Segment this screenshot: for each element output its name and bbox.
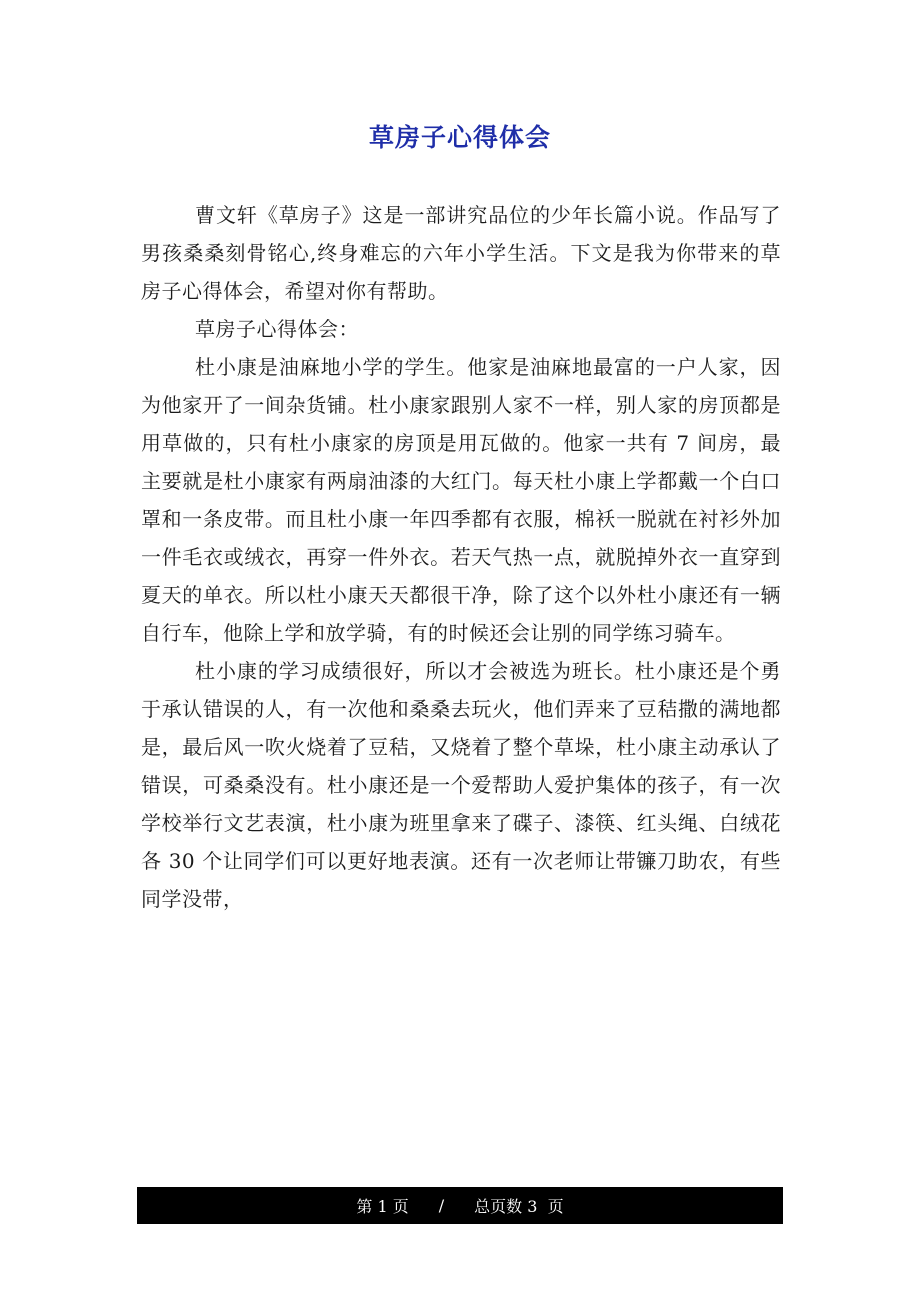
page-footer	[137, 1187, 783, 1224]
page-separator: /	[438, 1196, 445, 1215]
page-number: 第 1 页	[356, 1197, 409, 1216]
body-paragraph: 杜小康的学习成绩很好，所以才会被选为班长。杜小康还是个勇于承认错误的人，有一次他和桑桑去玩火，他们弄来了豆秸撒的满地都是，最后风一吹火烧着了豆秸，又烧着了整个草垛，杜小康主动承认了错误，可桑桑没有。杜小康还是一个爱帮助人爱护集体的孩子，有一次学校举行文艺表演，杜小康为班里拿来了碟子、漆筷、红头绳、白绒花各 30 个让同学们可以更好地表演。还有一次老师让带镰刀助农，有些同学没带，	[141, 659, 781, 911]
intro-paragraph: 曹文轩《草房子》这是一部讲究品位的少年长篇小说。作品写了男孩桑桑刻骨铭心,终身难忘的六年小学生活。下文是我为你带来的草房子心得体会，希望对你有帮助。	[141, 203, 781, 303]
section-heading: 草房子心得体会：	[195, 317, 359, 341]
document-body	[141, 196, 781, 918]
document-title: 草房子心得体会	[368, 123, 551, 152]
body-paragraph: 杜小康是油麻地小学的学生。他家是油麻地最富的一户人家，因为他家开了一间杂货铺。杜小康家跟别人家不一样，别人家的房顶都是用草做的，只有杜小康家的房顶是用瓦做的。他家一共有 7 间房，最主要就是杜小康家有两扇油漆的大红门。每天杜小康上学都戴一个白口罩和一条皮带。而且杜小康一年四季都有衣服，棉袄一脱就在衬衫外加一件毛衣或绒衣，再穿一件外衣。若天气热一点，就脱掉外衣一直穿到夏天的单衣。所以杜小康天天都很干净，除了这个以外杜小康还有一辆自行车，他除上学和放学骑，有的时候还会让别的同学练习骑车。	[141, 355, 781, 645]
total-pages: 总页数 3 页	[474, 1197, 564, 1216]
